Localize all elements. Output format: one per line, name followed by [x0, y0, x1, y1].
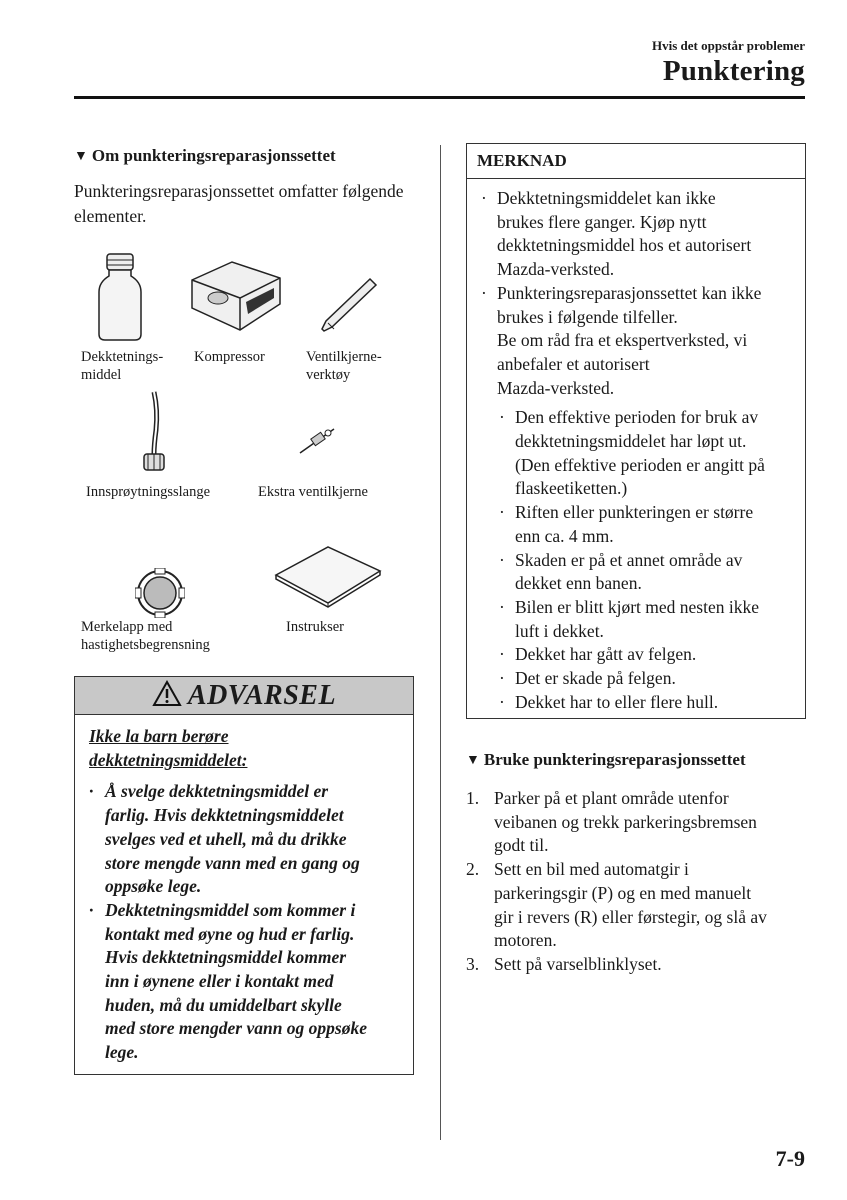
- chapter-title: Hvis det oppstår problemer: [652, 38, 805, 53]
- triangle-marker-icon: ▼: [466, 753, 480, 768]
- label-compressor: Kompressor: [194, 349, 265, 365]
- page-number: 7-9: [775, 1146, 805, 1171]
- injection-hose-icon: [138, 390, 168, 474]
- note-sub-bullet: · Dekket har to eller flere hull.: [499, 691, 719, 712]
- label-spare-core: Ekstra ventilkjerne: [258, 484, 368, 500]
- page-title: Punktering: [662, 55, 805, 87]
- warning-triangle-icon: [152, 680, 182, 712]
- note-body: [467, 179, 805, 714]
- procedure-steps: [466, 787, 811, 977]
- note-sub-bullet: · Bilen er blitt kjørt med nesten ikke luft i dekket.: [499, 596, 759, 641]
- kit-intro: Punkteringsreparasjonssettet omfatter følgende elementer.: [74, 181, 404, 226]
- note-bullet: · Punkteringsreparasjonssettet kan ikke brukes i følgende tilfeller. Be om råd fra et ekspertverksted, vi anbefaler et autorisert Mazda-verksted.: [481, 282, 762, 398]
- sealant-bottle-icon: [95, 252, 145, 342]
- note-sub-bullet: · Det er skade på felgen.: [499, 668, 676, 689]
- section-heading-kit: ▼ Om punkteringsreparasjonssettet: [74, 146, 336, 165]
- procedure-step: 3. Sett på varselblinklyset.: [466, 953, 662, 974]
- warning-box: [74, 676, 414, 1075]
- instructions-booklet-icon: [272, 545, 384, 611]
- procedure-step: 2. Sett en bil med automatgir i parkeringsgir (P) og en med manuelt gir i revers (R) eller førstegir, og slå av motoren.: [466, 859, 767, 951]
- header-rule: [74, 96, 805, 99]
- triangle-marker-icon: ▼: [74, 149, 88, 164]
- label-hose: Innsprøytningsslange: [86, 484, 211, 500]
- warning-lead: Ikke la barn berøre dekktetningsmiddelet:: [89, 726, 248, 770]
- label-sealant: Dekktetnings- middel: [81, 349, 164, 383]
- warning-body: [75, 715, 413, 1065]
- label-speed-sticker: Merkelapp med hastighetsbegrensning: [81, 619, 210, 653]
- label-valve-tool: Ventilkjerne- verktøy: [306, 349, 382, 383]
- column-divider: [440, 145, 441, 1140]
- speed-limit-label-icon: [135, 568, 185, 618]
- note-sub-bullet: · Dekket har gått av felgen.: [499, 644, 697, 665]
- procedure-step: 1. Parker på et plant område utenfor veibanen og trekk parkeringsbremsen godt til.: [466, 788, 757, 856]
- spare-valve-core-icon: [298, 425, 338, 455]
- compressor-icon: [188, 258, 284, 334]
- note-sub-list: [481, 406, 795, 714]
- note-title: MERKNAD: [467, 144, 805, 179]
- section-heading-usage: ▼ Bruke punkteringsreparasjonssettet: [466, 750, 746, 769]
- note-bullet: · Dekktetningsmiddelet kan ikke brukes flere ganger. Kjøp nytt dekktetningsmiddel hos et autorisert Mazda-verksted.: [481, 188, 752, 280]
- note-sub-bullet: · Skaden er på et annet område av dekket enn banen.: [499, 549, 743, 594]
- warning-title: ADVARSEL: [187, 679, 337, 711]
- warning-header: [75, 677, 413, 715]
- label-instructions: Instrukser: [286, 619, 344, 635]
- valve-core-tool-icon: [318, 275, 378, 335]
- warning-bullet: · Å svelge dekktetningsmiddel er farlig. Hvis dekktetningsmiddelet svelges ved et uhell, må du drikke store mengde vann med en gang og oppsøke lege.: [89, 781, 360, 897]
- warning-bullet: · Dekktetningsmiddel som kommer i kontakt med øyne og hud er farlig. Hvis dekktetningsmiddel kommer inn i øynene eller i kontakt med huden, må du umiddelbart skylle med store mengder vann og oppsøke lege.: [89, 899, 368, 1063]
- note-sub-bullet: · Den effektive perioden for bruk av dekktetningsmiddelet har løpt ut. (Den effektive perioden er angitt på flaskeetiketten.): [499, 407, 765, 499]
- note-box: [466, 143, 806, 719]
- note-sub-bullet: · Riften eller punkteringen er større enn ca. 4 mm.: [499, 502, 754, 546]
